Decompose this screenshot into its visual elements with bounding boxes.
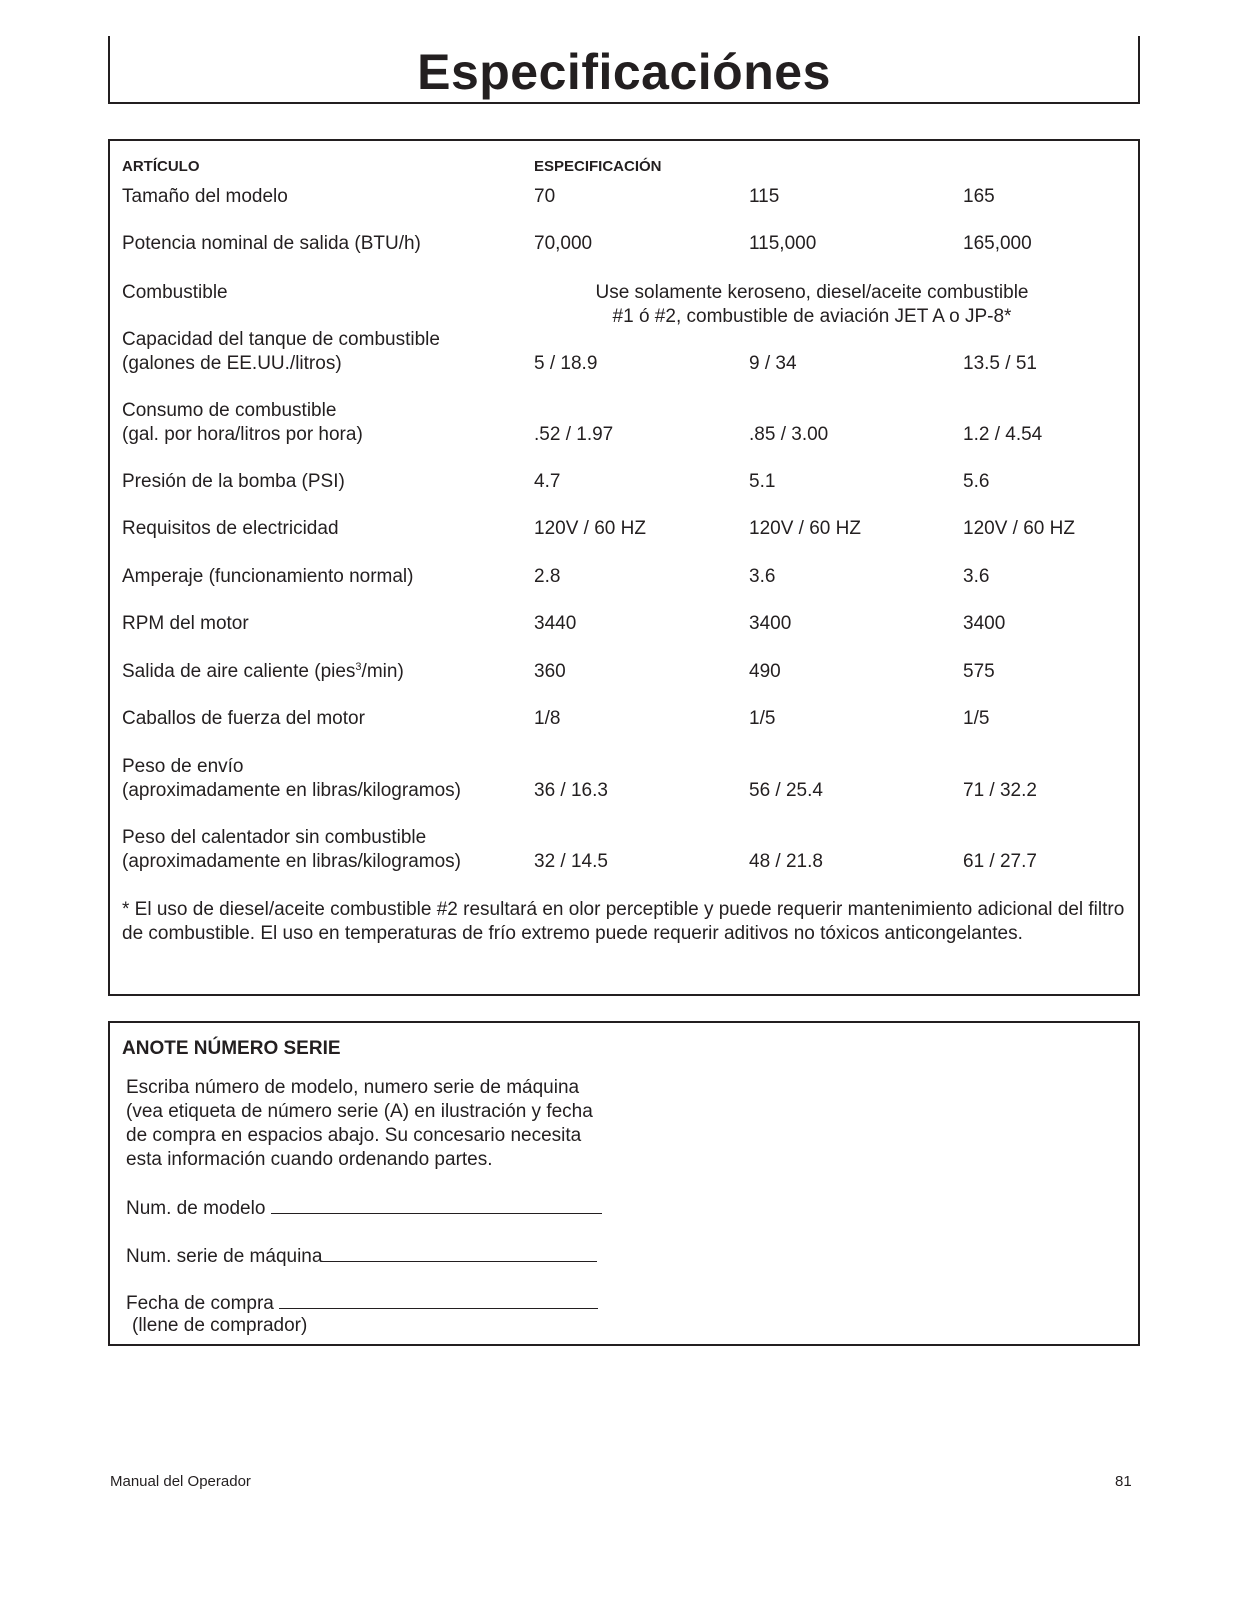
row-label: Caballos de fuerza del motor <box>122 708 365 729</box>
header-specification: ESPECIFICACIÓN <box>534 158 662 175</box>
fuel-line-2: #1 ó #2, combustible de aviación JET A o JP-8* <box>612 306 1012 327</box>
serial-number-label: Num. serie de máquina <box>126 1246 323 1267</box>
purchase-date-label: Fecha de compra <box>126 1293 274 1314</box>
row-label <box>122 660 532 684</box>
row-label: Requisitos de electricidad <box>122 518 339 539</box>
value-165: 13.5 / 51 <box>963 353 1037 374</box>
value-165: 165,000 <box>963 233 1032 254</box>
model-number-blank <box>271 1195 602 1214</box>
value-115: 1/5 <box>749 708 776 729</box>
value-165: 165 <box>963 186 995 207</box>
row-label-line-1: Peso de envío <box>122 756 244 777</box>
value-165: 3.6 <box>963 566 990 587</box>
fuel-line-1: Use solamente keroseno, diesel/aceite combustible <box>595 282 1029 303</box>
value-165: 120V / 60 HZ <box>963 518 1075 539</box>
row-label-text: Salida de aire caliente (pies <box>122 661 356 682</box>
row-label-line-2: (aproximadamente en libras/kilogramos) <box>122 780 461 801</box>
value-165: 1.2 / 4.54 <box>963 424 1043 445</box>
value-115: 48 / 21.8 <box>749 851 823 872</box>
header-item: ARTÍCULO <box>122 158 200 175</box>
page-number: 81 <box>1115 1473 1132 1490</box>
instruction-line: esta información cuando ordenando partes. <box>126 1149 493 1170</box>
row-label: Presión de la bomba (PSI) <box>122 471 345 492</box>
row-label <box>122 399 532 447</box>
value-165: 1/5 <box>963 708 990 729</box>
row-label-line-2: (galones de EE.UU./litros) <box>122 353 342 374</box>
serial-title: ANOTE NÚMERO SERIE <box>122 1038 341 1059</box>
row-label-unit: /min) <box>361 661 404 682</box>
value-165: 71 / 32.2 <box>963 780 1037 801</box>
value-70: .52 / 1.97 <box>534 424 614 445</box>
value-70: 70,000 <box>534 233 593 254</box>
value-115: 56 / 25.4 <box>749 780 823 801</box>
value-70: 70 <box>534 186 556 207</box>
value-165: 5.6 <box>963 471 990 492</box>
page-title: Especificaciónes <box>417 44 831 100</box>
row-label: Combustible <box>122 282 228 303</box>
value-115: 120V / 60 HZ <box>749 518 861 539</box>
value-115: 5.1 <box>749 471 776 492</box>
value-165: 575 <box>963 661 995 682</box>
row-label-line-1: Capacidad del tanque de combustible <box>122 329 440 350</box>
value-70: 3440 <box>534 613 577 634</box>
row-label-line-1: Consumo de combustible <box>122 400 337 421</box>
purchase-date-note: (llene de comprador) <box>132 1315 308 1336</box>
superscript-3: 3 <box>355 661 362 673</box>
value-70: 120V / 60 HZ <box>534 518 646 539</box>
value-115: 115,000 <box>749 233 817 254</box>
purchase-date-field <box>126 1290 598 1316</box>
purchase-date-blank <box>279 1290 598 1309</box>
model-number-field <box>126 1195 602 1221</box>
instruction-line: Escriba número de modelo, numero serie de máquina <box>126 1077 580 1098</box>
serial-number-blank <box>322 1243 597 1262</box>
instruction-line: de compra en espacios abajo. Su concesario necesita <box>126 1125 582 1146</box>
instruction-line: (vea etiqueta de número serie (A) en ilustración y fecha <box>126 1101 593 1122</box>
fuel-description <box>552 281 1072 329</box>
value-115: .85 / 3.00 <box>749 424 829 445</box>
row-label <box>122 826 532 874</box>
row-label <box>122 328 532 376</box>
value-70: 2.8 <box>534 566 561 587</box>
value-70: 4.7 <box>534 471 561 492</box>
row-label-line-2: (gal. por hora/litros por hora) <box>122 424 363 445</box>
footer-manual-title: Manual del Operador <box>110 1473 251 1490</box>
serial-number-field <box>126 1243 597 1269</box>
value-115: 115 <box>749 186 780 207</box>
model-number-label: Num. de modelo <box>126 1198 266 1219</box>
value-115: 3.6 <box>749 566 776 587</box>
value-115: 490 <box>749 661 781 682</box>
serial-number-box <box>108 1021 1140 1346</box>
row-label: RPM del motor <box>122 613 249 634</box>
row-label: Potencia nominal de salida (BTU/h) <box>122 233 421 254</box>
value-70: 36 / 16.3 <box>534 780 608 801</box>
value-115: 3400 <box>749 613 792 634</box>
value-165: 61 / 27.7 <box>963 851 1037 872</box>
footnote: * El uso de diesel/aceite combustible #2 resultará en olor perceptible y puede requerir mantenimiento adicional del filtro de combustible. El uso en temperaturas de frío extremo puede requerir aditivos no tóxicos anticongelantes. <box>122 899 1125 944</box>
title-box <box>108 36 1140 104</box>
value-70: 32 / 14.5 <box>534 851 608 872</box>
value-70: 1/8 <box>534 708 561 729</box>
value-70: 5 / 18.9 <box>534 353 598 374</box>
value-165: 3400 <box>963 613 1006 634</box>
value-115: 9 / 34 <box>749 353 797 374</box>
row-label <box>122 755 532 803</box>
row-label: Amperaje (funcionamiento normal) <box>122 566 414 587</box>
row-label-line-1: Peso del calentador sin combustible <box>122 827 427 848</box>
value-70: 360 <box>534 661 566 682</box>
serial-instructions <box>126 1076 646 1172</box>
row-label-line-2: (aproximadamente en libras/kilogramos) <box>122 851 461 872</box>
specifications-table <box>108 139 1140 996</box>
row-label: Tamaño del modelo <box>122 186 288 207</box>
